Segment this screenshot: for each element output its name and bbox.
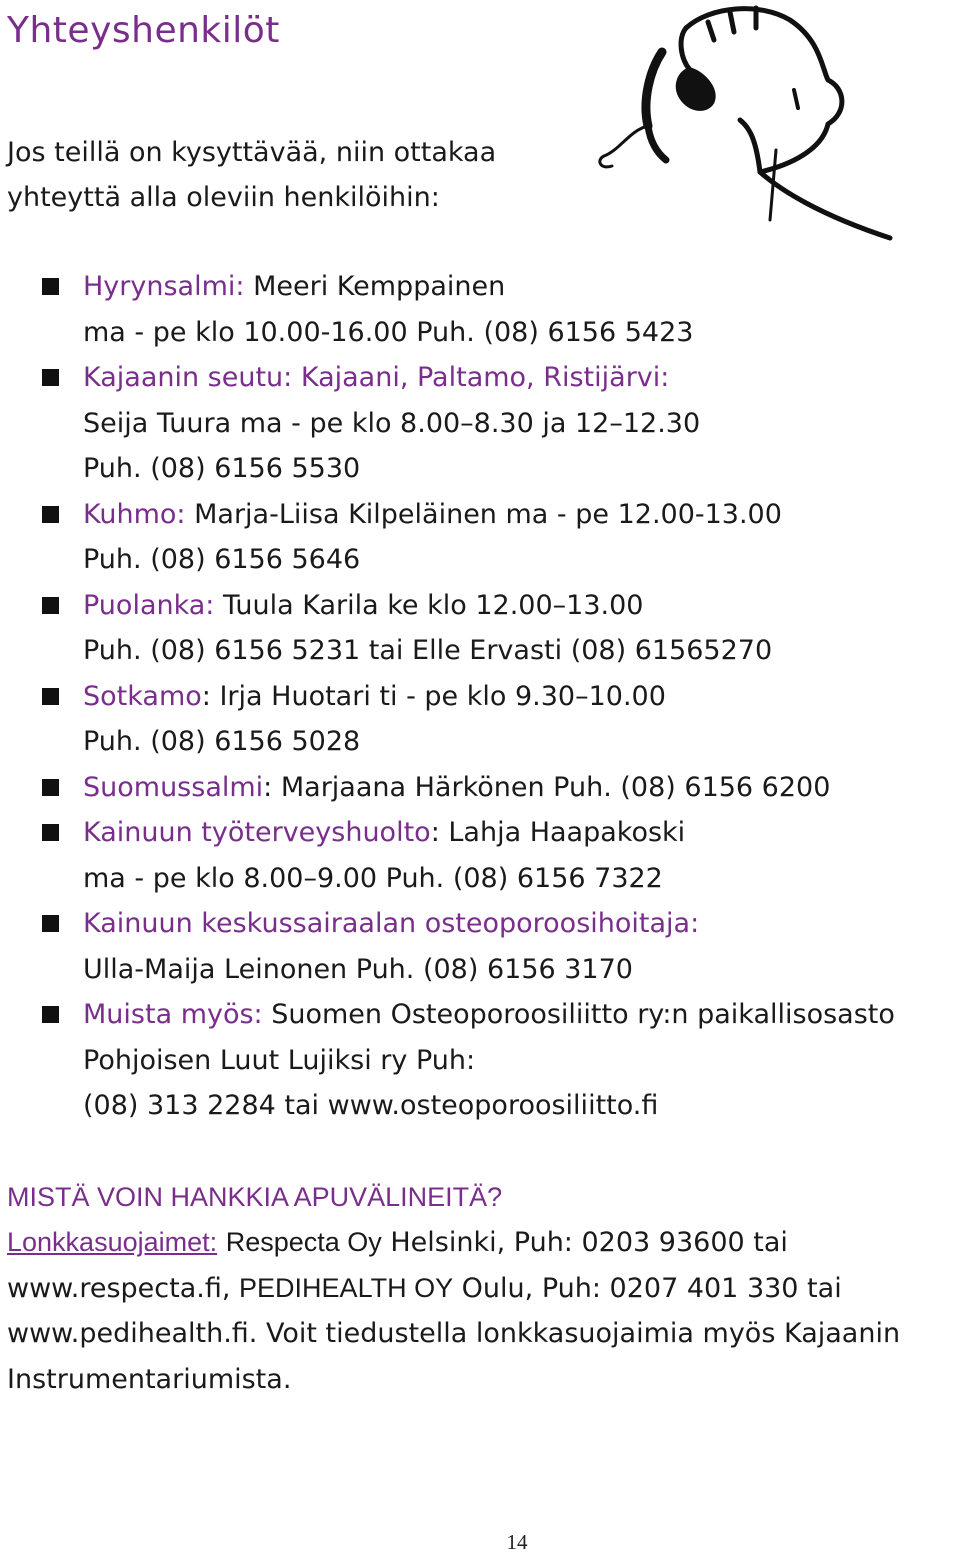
section-heading: MISTÄ VOIN HANKKIA APUVÄLINEITÄ? — [7, 1182, 503, 1212]
bullet-square-icon — [42, 597, 59, 614]
contact-text: Puh. (08) 6156 5231 tai Elle Ervasti (08) 61565270 — [83, 635, 773, 666]
bullet-square-icon — [42, 824, 59, 841]
contact-text: Tuula Karila ke klo 12.00–13.00 — [214, 589, 644, 621]
contact-list — [0, 264, 960, 1129]
location-label: Kuhmo: — [83, 498, 186, 530]
list-item — [0, 810, 960, 901]
page-title: Yhteyshenkilöt — [7, 10, 280, 51]
phone-caller-illustration — [590, 0, 905, 245]
contact-text: : Marjaana Härkönen Puh. (08) 6156 6200 — [263, 771, 831, 803]
location-label: Sotkamo — [83, 680, 202, 712]
page-number: 14 — [506, 1530, 528, 1554]
company-name: Respecta Oy — [225, 1227, 382, 1257]
list-item — [0, 264, 960, 355]
location-label: Suomussalmi — [83, 771, 264, 803]
list-item — [0, 765, 960, 811]
location-label: Puolanka: — [83, 589, 215, 621]
contact-text: Puh. (08) 6156 5028 — [83, 726, 361, 757]
sources-text: www.pedihealth.fi. Voit tiedustella lonkkasuojaimia myös Kajaanin — [7, 1318, 901, 1349]
location-label: Kainuun työterveyshuolto — [83, 817, 431, 848]
contact-text: Puh. (08) 6156 5530 — [83, 453, 361, 484]
sources-text: Oulu, Puh: 0207 401 330 tai — [453, 1272, 842, 1304]
list-item — [0, 492, 960, 583]
bullet-square-icon — [42, 915, 59, 932]
sources-text: Helsinki, Puh: 0203 93600 tai — [381, 1227, 788, 1258]
intro-text — [7, 130, 496, 220]
bullet-square-icon — [42, 278, 59, 295]
sources-label: Lonkkasuojaimet: — [7, 1227, 218, 1257]
bullet-square-icon — [42, 506, 59, 523]
list-item — [0, 583, 960, 674]
bullet-square-icon — [42, 688, 59, 705]
sources-text: www.respecta.fi, — [7, 1272, 240, 1304]
list-item — [0, 992, 960, 1129]
list-item — [0, 901, 960, 992]
location-label: Muista myös: — [83, 999, 263, 1030]
location-label: Hyrynsalmi: — [83, 271, 245, 302]
contact-text: : Lahja Haapakoski — [430, 817, 686, 848]
sources-paragraph — [7, 1220, 957, 1402]
list-item — [0, 674, 960, 765]
bullet-square-icon — [42, 779, 59, 796]
contact-text: Seija Tuura ma - pe klo 8.00–8.30 ja 12–12.30 — [83, 407, 701, 439]
list-item — [0, 355, 960, 492]
bullet-square-icon — [42, 1006, 59, 1023]
contact-text: Pohjoisen Luut Lujiksi ry Puh: — [83, 1044, 476, 1076]
intro-line-2: yhteyttä alla oleviin henkilöihin: — [7, 182, 440, 213]
bullet-square-icon — [42, 369, 59, 386]
location-label: Kajaanin seutu: Kajaani, Paltamo, Ristijärvi: — [83, 362, 670, 393]
location-label: Kainuun keskussairaalan osteoporoosihoitaja: — [83, 908, 700, 939]
contact-text: Ulla-Maija Leinonen Puh. (08) 6156 3170 — [83, 953, 633, 985]
contact-text: Meeri Kemppainen — [244, 271, 506, 302]
contact-text: : Irja Huotari ti - pe klo 9.30–10.00 — [201, 680, 666, 712]
contact-text: (08) 313 2284 tai www.osteoporoosiliitto.fi — [83, 1090, 659, 1121]
intro-line-1: Jos teillä on kysyttävää, niin ottakaa — [7, 137, 497, 168]
contact-text: ma - pe klo 8.00–9.00 Puh. (08) 6156 7322 — [83, 862, 663, 894]
company-name: PEDIHEALTH OY — [239, 1272, 454, 1303]
contact-text: ma - pe klo 10.00-16.00 Puh. (08) 6156 5423 — [83, 316, 694, 348]
contact-text: Puh. (08) 6156 5646 — [83, 544, 361, 575]
contact-text: Suomen Osteoporoosiliitto ry:n paikallisosasto — [262, 999, 895, 1030]
contact-text: Marja-Liisa Kilpeläinen ma - pe 12.00-13.00 — [185, 498, 782, 530]
sources-text: Instrumentariumista. — [7, 1363, 292, 1395]
